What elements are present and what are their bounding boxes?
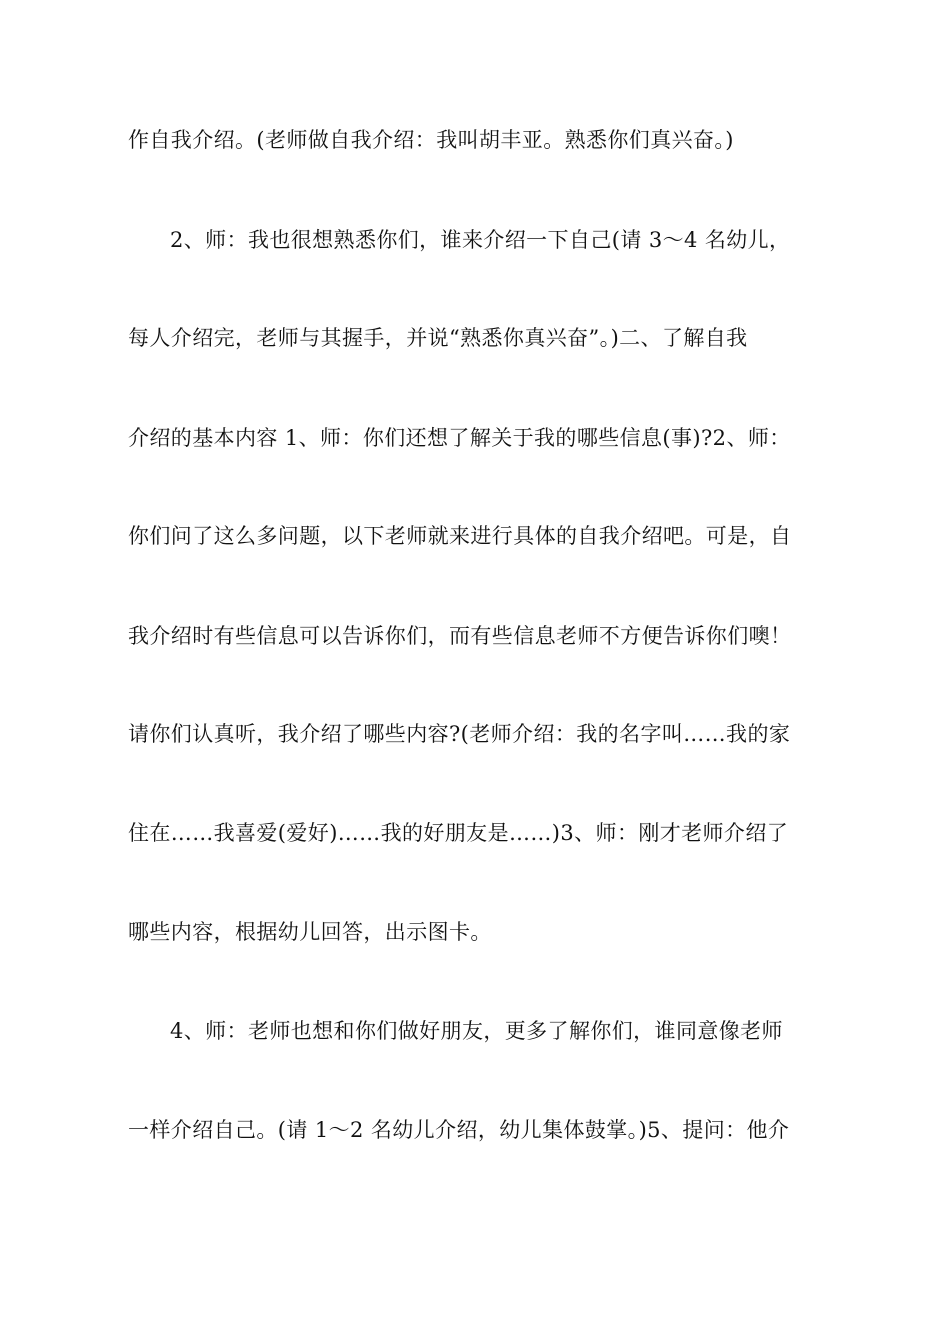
text-line-9: 哪些内容，根据幼儿回答，出示图卡。 bbox=[128, 920, 492, 944]
text-line-6: 我介绍时有些信息可以告诉你们，而有些信息老师不方便告诉你们噢！ bbox=[128, 624, 792, 648]
text-line-5: 你们问了这么多问题，以下老师就来进行具体的自我介绍吧。可是，自 bbox=[128, 524, 792, 548]
text-line-10: 4、师：老师也想和你们做好朋友，更多了解你们，谁同意像老师 bbox=[170, 1019, 783, 1043]
text-line-11: 一样介绍自己。(请 1～2 名幼儿介绍，幼儿集体鼓掌。)5、提问：他介 bbox=[128, 1118, 790, 1142]
text-line-2: 2、师：我也很想熟悉你们，谁来介绍一下自己(请 3～4 名幼儿， bbox=[170, 228, 791, 252]
text-line-4: 介绍的基本内容 1、师：你们还想了解关于我的哪些信息(事)?2、师： bbox=[128, 426, 791, 450]
text-line-8: 住在……我喜爱(爱好)……我的好朋友是……)3、师：刚才老师介绍了 bbox=[128, 821, 789, 845]
text-line-7: 请你们认真听，我介绍了哪些内容?(老师介绍：我的名字叫……我的家 bbox=[128, 722, 791, 746]
text-line-3: 每人介绍完，老师与其握手，并说“熟悉你真兴奋”。)二、了解自我 bbox=[128, 326, 748, 350]
text-line-1: 作自我介绍。(老师做自我介绍：我叫胡丰亚。熟悉你们真兴奋。) bbox=[128, 128, 734, 152]
